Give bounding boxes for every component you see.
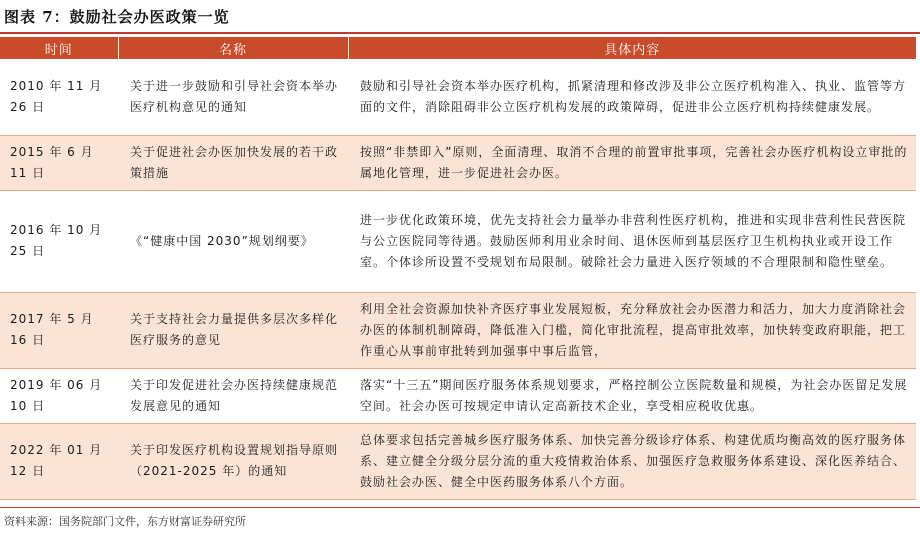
row-content: 进一步优化政策环境，优先支持社会力量举办非营利性医疗机构，推进和实现非营利性民营医院与公立医院同等待遇。鼓励医师利用业余时间、退休医师到基层医疗卫生机构执业或开设工作室。个体诊所设置不受规划布局限制。破除社会力量进入医疗领域的不合理限制和隐性壁垒。 [348, 190, 916, 292]
row-content: 鼓励和引导社会资本举办医疗机构，抓紧清理和修改涉及非公立医疗机构准入、执业、监管等方面的文件，消除阻碍非公立医疗机构发展的政策障碍，促进非公立医疗机构持续健康发展。 [348, 59, 916, 135]
row-content: 按照“非禁即入”原则，全面清理、取消不合理的前置审批事项，完善社会办医疗机构设立审批的属地化管理，进一步促进社会办医。 [348, 135, 916, 190]
figure-title: 图表 7：鼓励社会办医政策一览 [4, 8, 230, 26]
row-date: 2022 年 01 月 12 日 [0, 423, 118, 499]
row-date: 2017 年 5 月 16 日 [0, 292, 118, 368]
column-header-name: 名称 [118, 37, 348, 59]
row-date: 2015 年 6 月 11 日 [0, 135, 118, 190]
title-rule [0, 32, 920, 34]
row-content: 利用全社会资源加快补齐医疗事业发展短板，充分释放社会办医潜力和活力，加大力度消除社会办医的体制机制障碍，降低准入门槛，简化审批流程，提高审批效率，加快转变政府职能，把工作重心从事前审批转到加强事中事后监管， [348, 292, 916, 368]
table-row [0, 368, 916, 423]
column-header-content: 具体内容 [348, 37, 916, 59]
row-name: 关于印发医疗机构设置规划指导原则（2021-2025 年）的通知 [118, 423, 348, 499]
policy-table [0, 37, 916, 500]
row-date: 2010 年 11 月 26 日 [0, 59, 118, 135]
table-row [0, 190, 916, 292]
table-row [0, 135, 916, 190]
column-header-date: 时间 [0, 37, 118, 59]
row-name: 关于进一步鼓励和引导社会资本举办医疗机构意见的通知 [118, 59, 348, 135]
bottom-rule [0, 507, 920, 508]
row-date: 2019 年 06 月 10 日 [0, 368, 118, 423]
row-name: 《“健康中国 2030”规划纲要》 [118, 190, 348, 292]
row-name: 关于印发促进社会办医持续健康规范发展意见的通知 [118, 368, 348, 423]
table-row [0, 59, 916, 135]
row-date: 2016 年 10 月 25 日 [0, 190, 118, 292]
row-content: 落实“十三五”期间医疗服务体系规划要求，严格控制公立医院数量和规模，为社会办医留足发展空间。社会办医可按规定申请认定高新技术企业，享受相应税收优惠。 [348, 368, 916, 423]
table-header-row [0, 37, 916, 59]
source-note: 资料来源：国务院部门文件，东方财富证券研究所 [4, 515, 246, 528]
row-content: 总体要求包括完善城乡医疗服务体系、加快完善分级诊疗体系、构建优质均衡高效的医疗服务体系、建立健全分级分层分流的重大疫情救治体系、加强医疗急救服务体系建设、深化医养结合、鼓励社会办医、健全中医药服务体系八个方面。 [348, 423, 916, 499]
row-name: 关于支持社会力量提供多层次多样化医疗服务的意见 [118, 292, 348, 368]
table-row [0, 423, 916, 499]
row-name: 关于促进社会办医加快发展的若干政策措施 [118, 135, 348, 190]
table-row [0, 292, 916, 368]
